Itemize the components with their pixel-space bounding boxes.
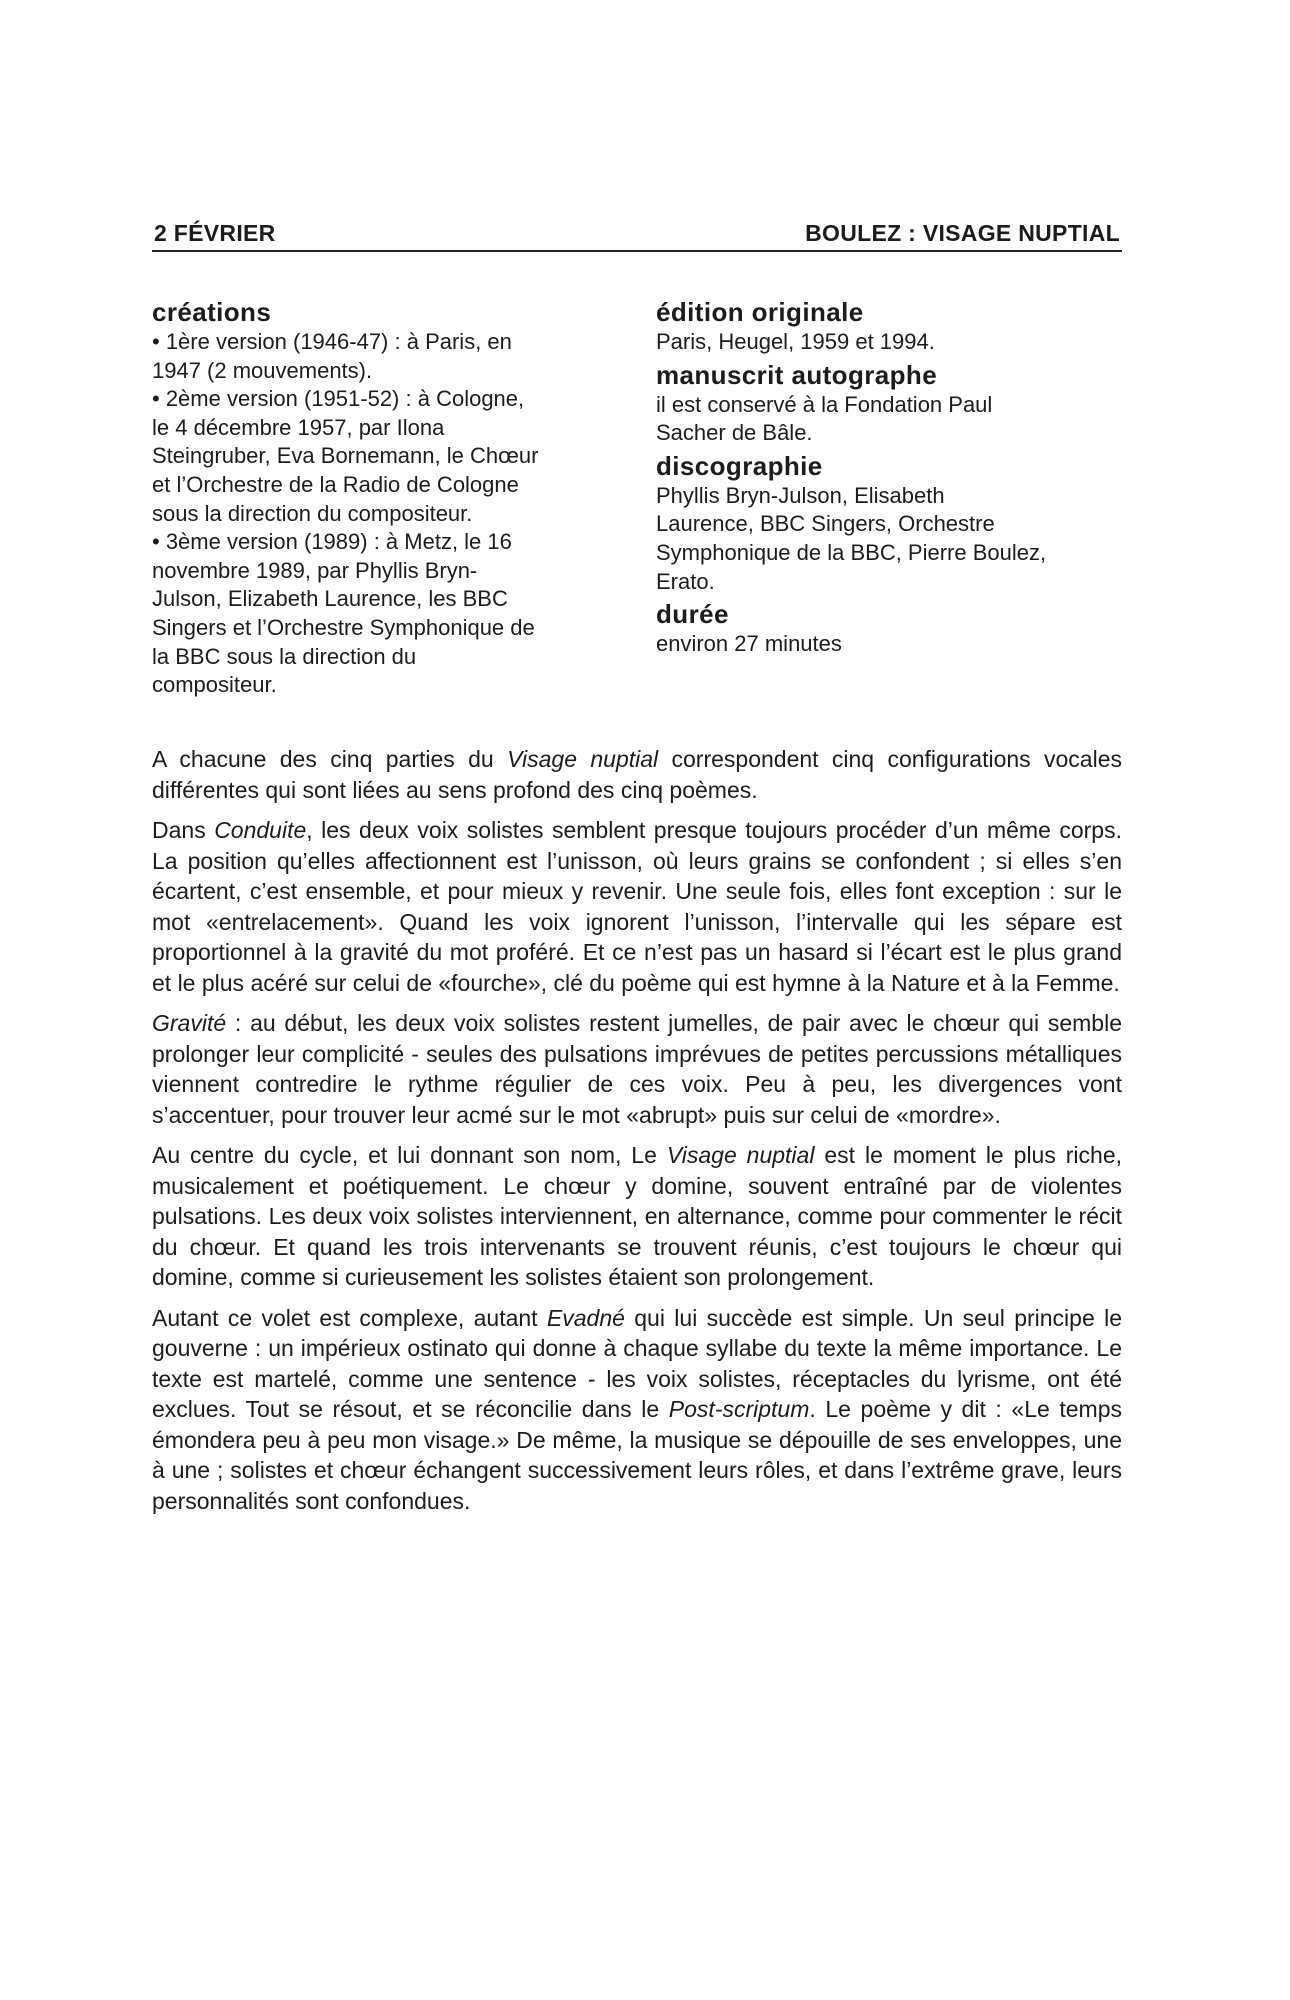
duree-line: environ 27 minutes bbox=[656, 631, 842, 657]
manuscrit-line: Sacher de Bâle. bbox=[656, 420, 813, 446]
paragraph-gravite bbox=[152, 1008, 1122, 1130]
discographie-section bbox=[656, 450, 1126, 596]
text-run: A chacune des cinq parties du bbox=[152, 746, 508, 772]
creations-line: sous la direction du compositeur. bbox=[152, 500, 473, 526]
duree-section bbox=[656, 598, 1126, 659]
manuscrit-heading: manuscrit autographe bbox=[656, 359, 938, 390]
creations-line: la BBC sous la direction du bbox=[152, 643, 417, 669]
creations-line: le 4 décembre 1957, par Ilona bbox=[152, 414, 445, 440]
creations-line: • 1ère version (1946-47) : à Paris, en bbox=[152, 329, 512, 354]
creations-line: • 3ème version (1989) : à Metz, le 16 bbox=[152, 529, 512, 555]
movement-title: Conduite bbox=[214, 817, 307, 843]
creations-line: Singers et l’Orchestre Symphonique de bbox=[152, 614, 535, 640]
text-run: Dans bbox=[152, 817, 215, 843]
discographie-line: Phyllis Bryn-Julson, Elisabeth bbox=[656, 482, 945, 508]
header-date: 2 FÉVRIER bbox=[154, 220, 276, 246]
discographie-line: Laurence, BBC Singers, Orchestre bbox=[656, 511, 995, 537]
movement-title: Post-scriptum bbox=[668, 1396, 810, 1422]
header-title: BOULEZ : VISAGE NUPTIAL bbox=[805, 220, 1120, 246]
creations-line: novembre 1989, par Phyllis Bryn- bbox=[152, 557, 478, 583]
text-run: correspondent cinq configurations vocales différentes qui sont liées au sens profond des cinq poèmes. bbox=[152, 746, 1122, 803]
text-run: qui lui succède est simple. Un seul principe le gouverne : un impérieux ostinato qui donne à chaque syllabe du texte la même importance. Le texte est martelé, comme une sentence - les voix solistes, réceptacles du lyrisme, ont été exclues. Tout se résout, et se réconcilie dans le bbox=[152, 1304, 1122, 1422]
work-title: Visage nuptial bbox=[507, 746, 659, 772]
paragraph-evadne bbox=[152, 1303, 1122, 1517]
paragraph-visage bbox=[152, 1140, 1122, 1293]
creations-line: Steingruber, Eva Bornemann, le Chœur bbox=[152, 443, 539, 469]
creations-heading: créations bbox=[152, 297, 272, 327]
movement-title: Visage nuptial bbox=[666, 1142, 815, 1168]
discographie-line: Symphonique de la BBC, Pierre Boulez, bbox=[656, 539, 1047, 565]
discographie-line: Erato. bbox=[656, 568, 715, 594]
creations-line: Julson, Elizabeth Laurence, les BBC bbox=[152, 586, 508, 612]
manuscrit-section bbox=[656, 359, 1126, 448]
text-run: Au centre du cycle, et lui donnant son nom, Le bbox=[152, 1142, 667, 1168]
movement-title: Evadné bbox=[546, 1304, 625, 1331]
article-body bbox=[152, 744, 1122, 1526]
text-run: est le moment le plus riche, musicalement et poétiquement. Le chœur y domine, souvent entraîné par de violentes pulsations. Les deux voix solistes interviennent, en alternance, comme pour commenter le récit du chœur. Et quand les trois intervenants se trouvent réunis, c’est toujours le chœur qui domine, comme si curieusement les solistes étaient son prolongement. bbox=[152, 1142, 1123, 1290]
edition-line: Paris, Heugel, 1959 et 1994. bbox=[656, 329, 935, 354]
creations-section bbox=[152, 296, 622, 700]
discographie-heading: discographie bbox=[656, 450, 823, 481]
movement-title: Gravité bbox=[152, 1010, 227, 1036]
creations-line: compositeur. bbox=[152, 672, 277, 698]
text-run: . Le poème y dit : «Le temps émondera peu à peu mon visage.» De même, la musique se dépouille de ses enveloppes, une à une ; solistes et chœur échangent successivement leurs rôles, et dans l’extrême grave, leurs personnalités sont confondues. bbox=[152, 1396, 1123, 1514]
text-run: : au début, les deux voix solistes restent jumelles, de pair avec le chœur qui semble prolonger leur complicité - seules des pulsations imprévues de petites percussions métalliques viennent contredire le rythme régulier de ces voix. Peu à peu, les divergences vont s’accentuer, pour trouver leur acmé sur le mot «abrupt» puis sur celui de «mordre». bbox=[152, 1010, 1122, 1128]
creations-line: 1947 (2 mouvements). bbox=[152, 357, 373, 383]
text-run: , les deux voix solistes semblent presque toujours procéder d’un même corps. La position qu’elles affectionnent est l’unisson, où leurs grains se confondent ; si elles s’en écartent, c’est ensemble, et pour mieux y revenir. Une seule fois, elles font exception : sur le mot «entrelacement». Quand les voix ignorent l’unisson, l’intervalle qui les sépare est proportionnel à la gravité du mot proféré. Et ce n’est pas un hasard si l’écart est le plus grand et le plus acéré sur celui de «fourche», clé du poème qui est hymne à la Nature et à la Femme. bbox=[152, 817, 1122, 996]
info-column-right bbox=[656, 296, 1126, 659]
paragraph-conduite bbox=[152, 815, 1122, 998]
edition-section bbox=[656, 296, 1126, 357]
page-header bbox=[152, 216, 1122, 252]
manuscrit-line: il est conservé à la Fondation Paul bbox=[656, 391, 993, 417]
paragraph-intro bbox=[152, 744, 1122, 805]
creations-line: et l’Orchestre de la Radio de Cologne bbox=[152, 471, 519, 497]
text-run: Autant ce volet est complexe, autant bbox=[152, 1304, 547, 1331]
edition-heading: édition originale bbox=[656, 297, 864, 327]
creations-line: • 2ème version (1951-52) : à Cologne, bbox=[152, 386, 525, 412]
info-column-left bbox=[152, 296, 622, 700]
duree-heading: durée bbox=[656, 599, 729, 630]
